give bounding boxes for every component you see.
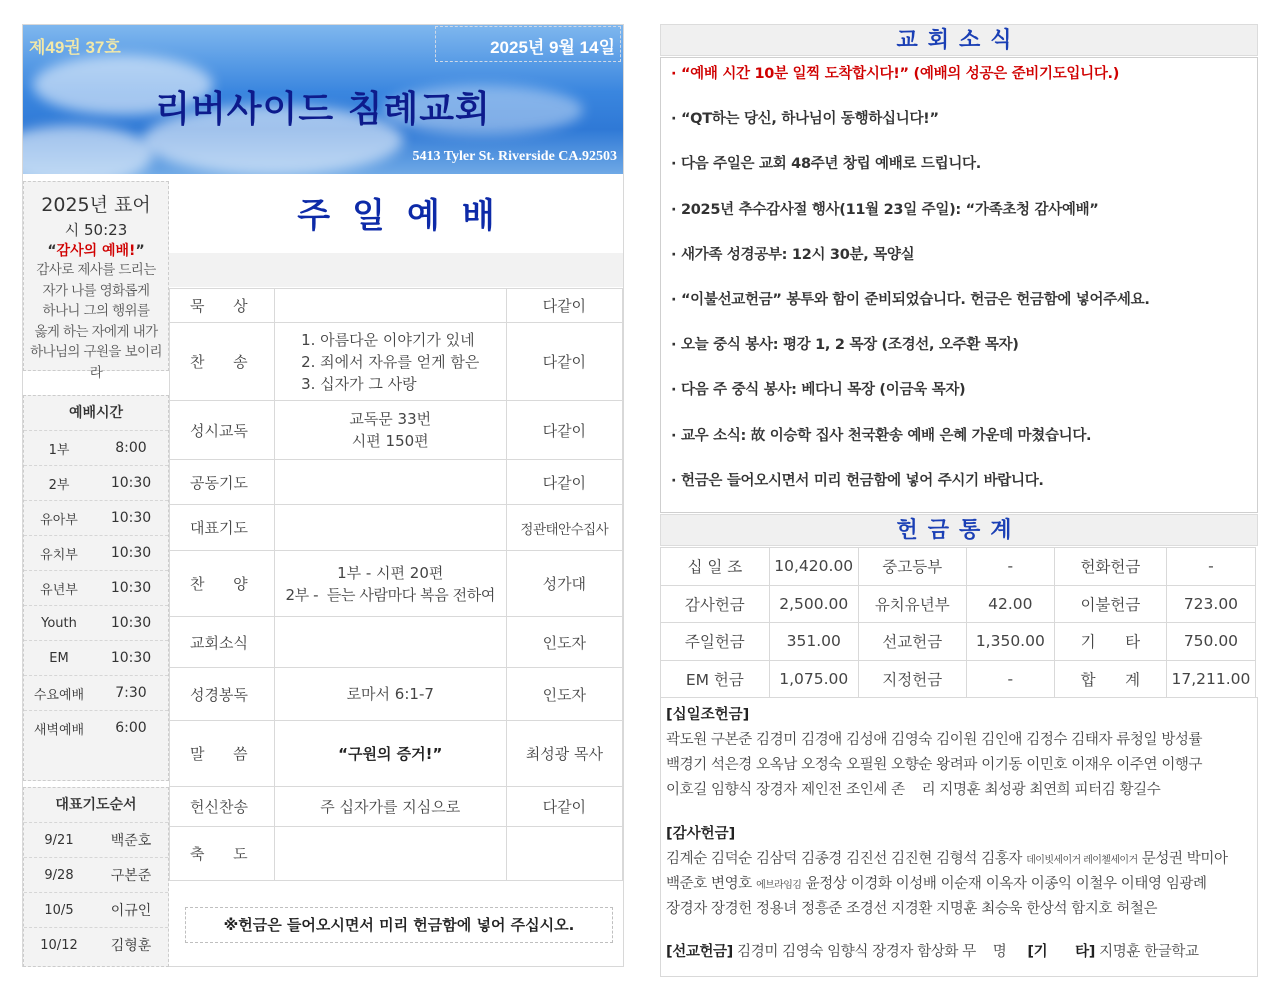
motto-verse: 시 50:23 xyxy=(64,221,128,239)
offering-label: 주일헌금 xyxy=(661,623,770,661)
offering-label: 이불헌금 xyxy=(1054,585,1166,623)
service-item-label: 성경봉독 xyxy=(170,668,275,721)
service-row xyxy=(170,505,623,551)
service-item-content: 로마서 6:1-7 xyxy=(274,668,506,721)
worship-time-row: 1부 8:00 xyxy=(24,430,168,465)
tithe-names: 백경기 석은경 오옥남 오정숙 오필원 오향순 왕려파 이기동 이민호 이재우 이주연 이행구 xyxy=(666,757,1203,773)
worship-time-row: 새벽예배 6:00 xyxy=(24,710,168,745)
service-row xyxy=(170,827,623,881)
offering-label: 중고등부 xyxy=(858,548,966,586)
service-row xyxy=(170,787,623,827)
worship-time-row: EM 10:30 xyxy=(24,640,168,675)
news-item: · 오늘 중식 봉사: 평강 1, 2 목장 (조경선, 오주환 목자) xyxy=(671,337,1019,354)
worship-time-row: 유치부 10:30 xyxy=(24,535,168,570)
bulletin-front-page xyxy=(22,24,624,967)
service-item-content xyxy=(274,289,506,323)
service-item-label: 교회소식 xyxy=(170,617,275,668)
offering-amount: 750.00 xyxy=(1166,623,1255,661)
offering-notice: ※헌금은 들어오시면서 미리 헌금함에 넣어 주십시오. xyxy=(185,907,613,943)
bulletin-header xyxy=(23,25,623,174)
news-item: · 다음 주일은 교회 48주년 창립 예배로 드립니다. xyxy=(671,156,981,173)
news-item: · “이불선교헌금” 봉투와 함이 준비되었습니다. 헌금은 헌금함에 넣어주세요. xyxy=(671,291,1150,308)
service-item-leader: 다같이 xyxy=(506,787,622,827)
news-item: · 새가족 성경공부: 12시 30분, 목양실 xyxy=(671,246,915,263)
service-item-content xyxy=(274,505,506,551)
volume-number: 제49권 37호 xyxy=(29,38,121,57)
service-row xyxy=(170,721,623,787)
mission-and-other-names: [선교헌금] 김경미 김영숙 임향식 장경자 함상화 무 명 [기 타] 지명훈 한글학교 xyxy=(666,944,1199,960)
offering-amount: - xyxy=(966,548,1054,586)
offering-row xyxy=(661,585,1256,623)
offering-label: 감사헌금 xyxy=(661,585,770,623)
offering-amount: - xyxy=(966,660,1054,698)
service-item-label: 찬 양 xyxy=(170,551,275,617)
church-address: 5413 Tyler St. Riverside CA.92503 xyxy=(412,149,617,164)
sermon-title: “구원의 증거!” xyxy=(274,721,506,787)
thanks-names: 장경자 장경헌 정용녀 정흥준 조경선 지경환 지명훈 최승욱 한상석 함지호 허철은 xyxy=(666,901,1158,917)
worship-time-row: Youth 10:30 xyxy=(24,605,168,640)
service-item-content xyxy=(274,617,506,668)
worship-times-heading: 예배시간 xyxy=(68,405,124,421)
offering-amount: 2,500.00 xyxy=(769,585,858,623)
spacer xyxy=(666,803,1252,821)
service-header-band xyxy=(169,253,623,287)
service-item-label: 공동기도 xyxy=(170,460,275,505)
offering-label: 지정헌금 xyxy=(858,660,966,698)
service-item-label: 헌신찬송 xyxy=(170,787,275,827)
offering-amount: 10,420.00 xyxy=(769,548,858,586)
service-item-leader: 다같이 xyxy=(506,460,622,505)
bulletin-date: 2025년 9월 14일 xyxy=(490,38,615,57)
motto-text: 감사로 제사를 드리는 자가 나를 영화롭게 하나니 그의 행위를 옳게 하는 자에게 내가 하나님의 구원을 보이리라 xyxy=(30,262,162,381)
motto-title: 2025년 표어 xyxy=(41,194,151,216)
service-item-leader: 다같이 xyxy=(506,323,622,401)
service-item-content xyxy=(274,827,506,881)
offering-amount: 42.00 xyxy=(966,585,1054,623)
offering-row xyxy=(661,660,1256,698)
service-item-label: 성시교독 xyxy=(170,401,275,460)
offering-amount: 1,075.00 xyxy=(769,660,858,698)
service-item-leader: 다같이 xyxy=(506,401,622,460)
offering-title: 헌금통계 xyxy=(660,514,1258,546)
offering-row xyxy=(661,623,1256,661)
service-order-table xyxy=(169,288,623,881)
news-item: · 다음 주 중식 봉사: 베다니 목장 (이금욱 목자) xyxy=(671,382,966,399)
thanks-names: 백준호 변영호 에브라임김 윤정상 이경화 이성배 이순재 이옥자 이종익 이철우 이태영 임광례 xyxy=(666,876,1207,892)
worship-time-row: 유년부 10:30 xyxy=(24,570,168,605)
service-item-content: 1부 - 시편 20편 2부 - 듣는 사람마다 복음 전하여 xyxy=(274,551,506,617)
service-item-leader: 인도자 xyxy=(506,617,622,668)
church-name: 리버사이드 침례교회 xyxy=(155,89,491,130)
worship-time-row: 유아부 10:30 xyxy=(24,500,168,535)
service-item-label: 묵 상 xyxy=(170,289,275,323)
prayer-order-heading: 대표기도순서 xyxy=(55,797,137,813)
offering-label: 기 타 xyxy=(1054,623,1166,661)
cloud-decoration xyxy=(23,125,153,174)
offering-label: EM 헌금 xyxy=(661,660,770,698)
year-motto-box xyxy=(23,181,169,381)
service-item-content: 주 십자가를 지심으로 xyxy=(274,787,506,827)
worship-times-box xyxy=(23,395,169,781)
service-item-label: 말 씀 xyxy=(170,721,275,787)
news-item: · 헌금은 들어오시면서 미리 헌금함에 넣어 주시기 바랍니다. xyxy=(671,472,1044,489)
prayer-order-box xyxy=(23,787,169,967)
service-item-leader: 정관태안수집사 xyxy=(506,505,622,551)
worship-time-row: 수요예배 7:30 xyxy=(24,675,168,710)
service-item-content: 1. 아름다운 이야기가 있네 2. 죄에서 자유를 얻게 함은 3. 십자가 그 사랑 xyxy=(274,323,506,401)
offering-amount: 1,350.00 xyxy=(966,623,1054,661)
prayer-order-row: 9/28 구본준 xyxy=(24,857,168,892)
service-item-content xyxy=(274,460,506,505)
spacer xyxy=(666,922,1252,940)
service-item-content: 교독문 33번 시편 150편 xyxy=(274,401,506,460)
service-item-leader: 인도자 xyxy=(506,668,622,721)
news-item: · “예배 시간 10분 일찍 도착합시다!” (예배의 성공은 준비기도입니다.) xyxy=(671,66,1120,82)
other-heading: [기 타] xyxy=(1027,944,1095,960)
service-row xyxy=(170,617,623,668)
service-title: 주일예배 xyxy=(297,196,517,236)
offering-label: 헌화헌금 xyxy=(1054,548,1166,586)
prayer-order-row: 9/21 백준호 xyxy=(24,822,168,857)
news-item: · “QT하는 당신, 하나님이 동행하십니다!” xyxy=(671,111,939,128)
prayer-order-row: 10/12 김형훈 xyxy=(24,927,168,962)
service-row xyxy=(170,551,623,617)
service-item-leader xyxy=(506,827,622,881)
offering-amount: 351.00 xyxy=(769,623,858,661)
offering-table xyxy=(660,547,1256,698)
service-row xyxy=(170,401,623,460)
motto-theme: “감사의 예배!” xyxy=(47,243,145,259)
offering-label: 유치유년부 xyxy=(858,585,966,623)
service-item-label: 대표기도 xyxy=(170,505,275,551)
service-row xyxy=(170,668,623,721)
offering-label: 십 일 조 xyxy=(661,548,770,586)
offering-amount: - xyxy=(1166,548,1255,586)
bulletin-back-page xyxy=(660,24,1258,984)
mission-heading: [선교헌금] xyxy=(666,944,733,960)
donor-list xyxy=(660,697,1258,977)
news-item: · 교우 소식: 故 이승학 집사 천국환송 예배 은혜 가운데 마쳤습니다. xyxy=(671,427,1092,444)
tithe-names: 이호길 임향식 장경자 제인전 조인세 존 리 지명훈 최성광 최연희 피터김 황길수 xyxy=(666,782,1161,798)
tithe-names: 곽도원 구본준 김경미 김경애 김성애 김영숙 김이원 김인애 김정수 김태자 류청일 방성률 xyxy=(666,732,1203,748)
service-item-leader: 성가대 xyxy=(506,551,622,617)
service-item-label: 축 도 xyxy=(170,827,275,881)
offering-amount: 723.00 xyxy=(1166,585,1255,623)
service-item-leader: 다같이 xyxy=(506,289,622,323)
offering-row xyxy=(661,548,1256,586)
news-title: 교회소식 xyxy=(660,24,1258,56)
service-row xyxy=(170,460,623,505)
thanks-names: 김계순 김덕순 김삼덕 김종경 김진선 김진현 김형석 김홍자 데이빗세이거 레이첼세이거 문성권 박미아 xyxy=(666,851,1228,867)
prayer-order-row: 10/5 이규인 xyxy=(24,892,168,927)
offering-label: 합 계 xyxy=(1054,660,1166,698)
service-item-leader: 최성광 목사 xyxy=(506,721,622,787)
offering-label: 선교헌금 xyxy=(858,623,966,661)
worship-time-row: 2부 10:30 xyxy=(24,465,168,500)
tithe-heading: [십일조헌금] xyxy=(666,707,750,723)
church-news-list xyxy=(660,57,1258,513)
service-row xyxy=(170,289,623,323)
thanks-heading: [감사헌금] xyxy=(666,826,736,842)
service-row xyxy=(170,323,623,401)
service-item-label: 찬 송 xyxy=(170,323,275,401)
offering-total: 17,211.00 xyxy=(1166,660,1255,698)
news-item: · 2025년 추수감사절 행사(11월 23일 주일): “가족초청 감사예배” xyxy=(671,201,1099,218)
